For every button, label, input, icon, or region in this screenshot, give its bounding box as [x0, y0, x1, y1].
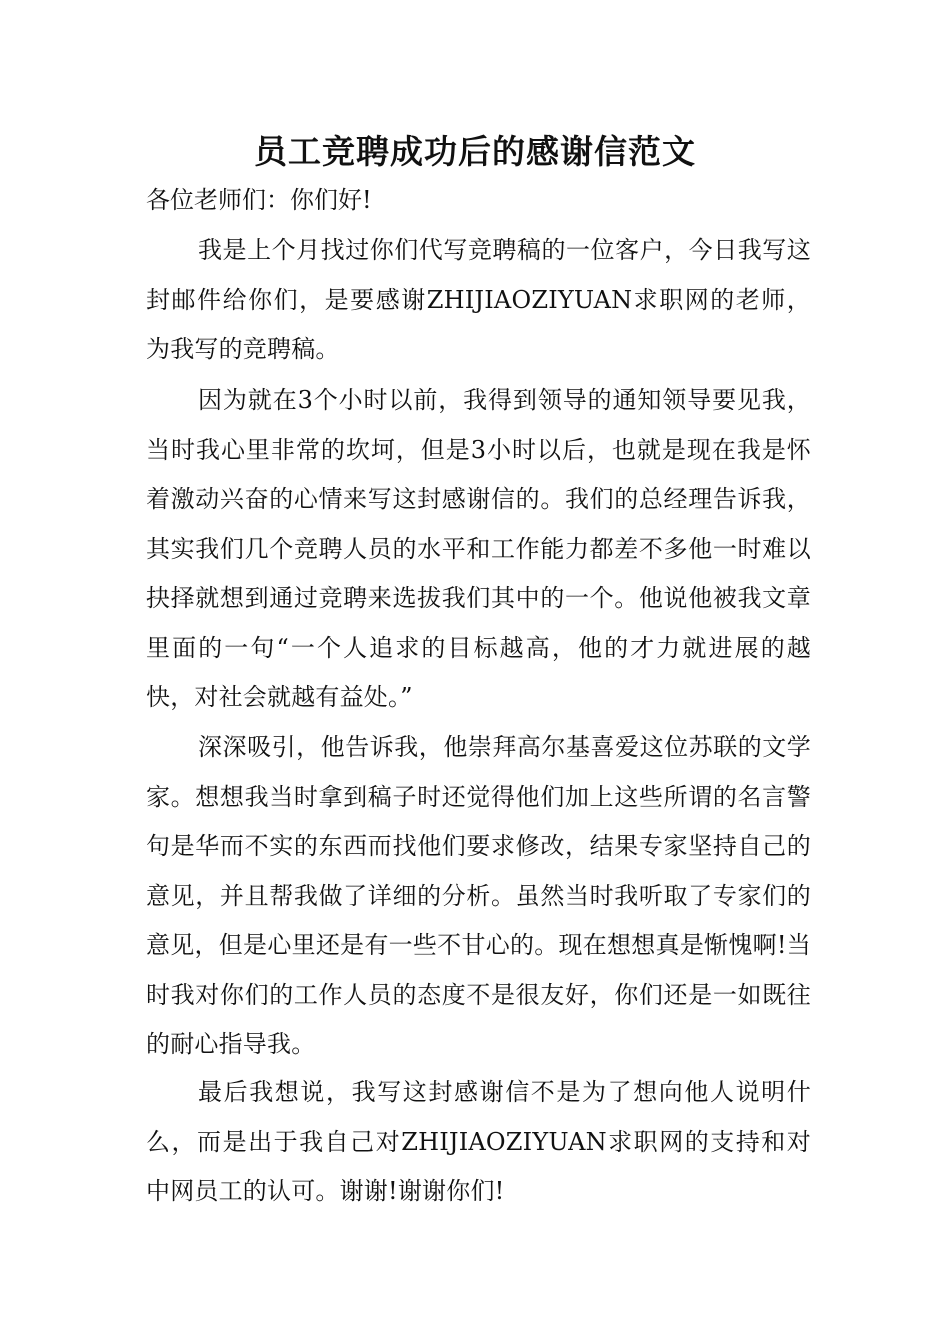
body-paragraph-2: 因为就在3个小时以前，我得到领导的通知领导要见我，当时我心里非常的坎坷，但是3小时以后，也就是现在我是怀着激动兴奋的心情来写这封感谢信的。我们的总经理告诉我，其实我们几个竞聘人员的水平和工作能力都差不多他一时难以抉择就想到通过竞聘来选拔我们其中的一个。他说他被我文章里面的一句“一个人追求的目标越高，他的才力就进展的越快，对社会就越有益处。”: [146, 386, 811, 711]
body-paragraph-3: 深深吸引，他告诉我，他崇拜高尔基喜爱这位苏联的文学家。想想我当时拿到稿子时还觉得他们加上这些所谓的名言警句是华而不实的东西而找他们要求修改，结果专家坚持自己的意见，并且帮我做了详细的分析。虽然当时我听取了专家们的意见，但是心里还是有一些不甘心的。现在想想真是惭愧啊!当时我对你们的工作人员的态度不是很友好，你们还是一如既往的耐心指导我。: [146, 733, 811, 1058]
document-title: 员工竞聘成功后的感谢信范文: [254, 132, 696, 171]
body-paragraph-1: 我是上个月找过你们代写竞聘稿的一位客户，今日我写这封邮件给你们，是要感谢ZHIJIAOZIYUAN求职网的老师，为我写的竞聘稿。: [146, 236, 811, 363]
body-paragraph-4: 最后我想说，我写这封感谢信不是为了想向他人说明什么，而是出于我自己对ZHIJIAOZIYUAN求职网的支持和对中网员工的认可。谢谢!谢谢你们!: [146, 1078, 811, 1205]
letter-greeting: 各位老师们：你们好!: [146, 186, 372, 214]
